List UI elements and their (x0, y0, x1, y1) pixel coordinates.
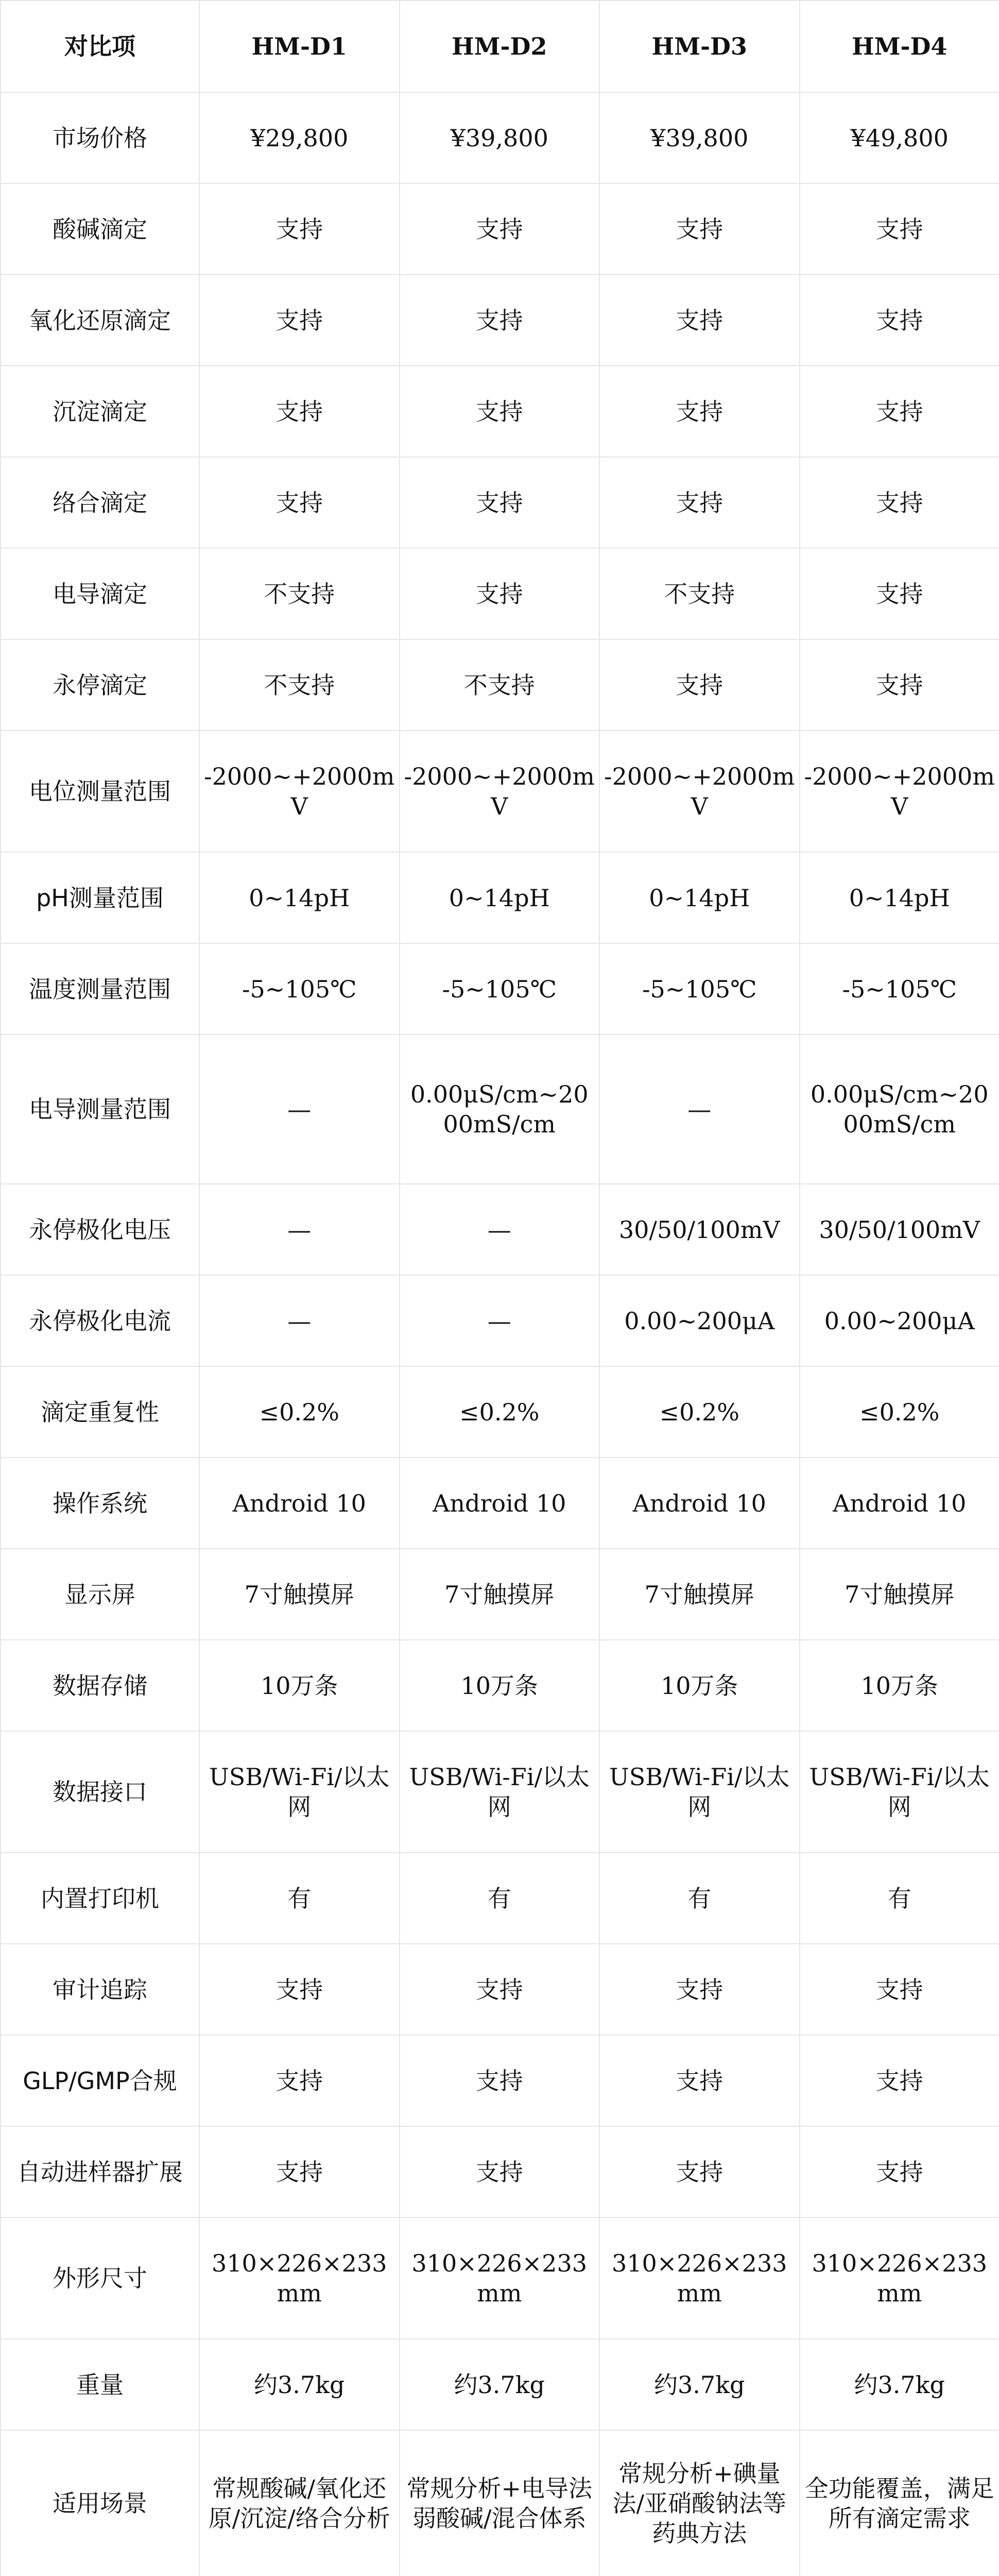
table-cell-hm-d3: 支持 (599, 366, 800, 457)
table-row (1, 183, 999, 275)
table-cell-hm-d4: 支持 (800, 457, 999, 548)
table-cell-hm-d4: 支持 (800, 2126, 999, 2217)
table-cell-hm-d1: 约3.7kg (199, 2339, 400, 2430)
table-cell-hm-d1: 支持 (199, 2035, 400, 2126)
row-label: 数据存储 (1, 1640, 199, 1731)
table-cell-hm-d4: 支持 (800, 639, 999, 731)
table-cell-hm-d4: 有 (800, 1853, 999, 1944)
table-row (1, 1731, 999, 1853)
table-cell-hm-d1: Android 10 (199, 1458, 400, 1549)
table-cell-hm-d1: — (199, 1184, 400, 1275)
table-row (1, 2217, 999, 2339)
table-cell-hm-d2: 支持 (400, 457, 600, 548)
row-label: pH测量范围 (1, 852, 199, 943)
table-row (1, 1184, 999, 1275)
table-cell-hm-d4: 0~14pH (800, 852, 999, 943)
row-label: 永停极化电流 (1, 1275, 199, 1366)
header-cell-hm-d2: HM-D2 (400, 1, 600, 92)
header-cell-hm-d3: HM-D3 (599, 1, 800, 92)
table-cell-hm-d4: 0.00μS/cm~2000mS/cm (800, 1035, 999, 1184)
row-label: 审计追踪 (1, 1944, 199, 2035)
row-label: 永停极化电压 (1, 1184, 199, 1275)
table-row (1, 2430, 999, 2576)
table-cell-hm-d3: 0.00~200μA (599, 1275, 800, 1366)
row-label: 氧化还原滴定 (1, 275, 199, 366)
table-cell-hm-d2: USB/Wi-Fi/以太网 (400, 1731, 600, 1853)
header-cell-item: 对比项 (1, 1, 199, 92)
row-label: 滴定重复性 (1, 1366, 199, 1458)
table-row (1, 943, 999, 1035)
table-row (1, 1458, 999, 1549)
table-row (1, 275, 999, 366)
table-row (1, 1549, 999, 1640)
table-row (1, 1366, 999, 1458)
table-cell-hm-d4: 支持 (800, 183, 999, 275)
table-cell-hm-d4: ≤0.2% (800, 1366, 999, 1458)
table-cell-hm-d4: Android 10 (800, 1458, 999, 1549)
table-cell-hm-d3: ¥39,800 (599, 92, 800, 183)
table-cell-hm-d1: ≤0.2% (199, 1366, 400, 1458)
table-cell-hm-d2: — (400, 1275, 600, 1366)
table-cell-hm-d3: ≤0.2% (599, 1366, 800, 1458)
row-label: 永停滴定 (1, 639, 199, 731)
row-label: 内置打印机 (1, 1853, 199, 1944)
table-cell-hm-d4: 7寸触摸屏 (800, 1549, 999, 1640)
table-cell-hm-d1: — (199, 1275, 400, 1366)
table-cell-hm-d2: 支持 (400, 2126, 600, 2217)
table-row (1, 1640, 999, 1731)
table-cell-hm-d1: ¥29,800 (199, 92, 400, 183)
table-row (1, 1853, 999, 1944)
row-label: 操作系统 (1, 1458, 199, 1549)
table-cell-hm-d1: 支持 (199, 457, 400, 548)
table-cell-hm-d3: 支持 (599, 2035, 800, 2126)
table-cell-hm-d1: 支持 (199, 366, 400, 457)
row-label: 温度测量范围 (1, 943, 199, 1035)
table-cell-hm-d4: 支持 (800, 1944, 999, 2035)
row-label: 电导滴定 (1, 548, 199, 639)
table-cell-hm-d2: 0.00μS/cm~2000mS/cm (400, 1035, 600, 1184)
table-cell-hm-d4: -2000~+2000mV (800, 731, 999, 852)
table-cell-hm-d2: 常规分析+电导法弱酸碱/混合体系 (400, 2430, 600, 2576)
table-cell-hm-d3: 支持 (599, 2126, 800, 2217)
table-cell-hm-d4: 310×226×233mm (800, 2217, 999, 2339)
table-row (1, 1944, 999, 2035)
table-cell-hm-d2: Android 10 (400, 1458, 600, 1549)
table-cell-hm-d2: 约3.7kg (400, 2339, 600, 2430)
row-label: 自动进样器扩展 (1, 2126, 199, 2217)
table-cell-hm-d3: 支持 (599, 183, 800, 275)
table-cell-hm-d3: USB/Wi-Fi/以太网 (599, 1731, 800, 1853)
row-label: 络合滴定 (1, 457, 199, 548)
table-row (1, 457, 999, 548)
table-cell-hm-d2: -5~105℃ (400, 943, 600, 1035)
row-label: 外形尺寸 (1, 2217, 199, 2339)
table-cell-hm-d2: 310×226×233mm (400, 2217, 600, 2339)
table-row (1, 1275, 999, 1366)
table-row (1, 852, 999, 943)
table-cell-hm-d3: Android 10 (599, 1458, 800, 1549)
row-label: 重量 (1, 2339, 199, 2430)
table-cell-hm-d1: 10万条 (199, 1640, 400, 1731)
table-cell-hm-d2: 0~14pH (400, 852, 600, 943)
table-cell-hm-d2: 有 (400, 1853, 600, 1944)
table-cell-hm-d1: 支持 (199, 275, 400, 366)
table-row (1, 92, 999, 183)
table-cell-hm-d4: 支持 (800, 275, 999, 366)
table-cell-hm-d2: — (400, 1184, 600, 1275)
table-cell-hm-d3: 约3.7kg (599, 2339, 800, 2430)
table-row (1, 548, 999, 639)
table-cell-hm-d1: — (199, 1035, 400, 1184)
table-cell-hm-d3: -5~105℃ (599, 943, 800, 1035)
table-cell-hm-d4: 30/50/100mV (800, 1184, 999, 1275)
table-cell-hm-d1: -2000~+2000mV (199, 731, 400, 852)
row-label: 市场价格 (1, 92, 199, 183)
table-row (1, 2339, 999, 2430)
table-cell-hm-d1: 支持 (199, 1944, 400, 2035)
table-cell-hm-d1: USB/Wi-Fi/以太网 (199, 1731, 400, 1853)
table-cell-hm-d2: 支持 (400, 548, 600, 639)
table-cell-hm-d3: 30/50/100mV (599, 1184, 800, 1275)
table-cell-hm-d2: 支持 (400, 275, 600, 366)
table-cell-hm-d2: -2000~+2000mV (400, 731, 600, 852)
table-cell-hm-d4: 支持 (800, 2035, 999, 2126)
table-cell-hm-d1: 不支持 (199, 548, 400, 639)
row-label: 显示屏 (1, 1549, 199, 1640)
table-cell-hm-d1: 310×226×233mm (199, 2217, 400, 2339)
table-cell-hm-d2: ≤0.2% (400, 1366, 600, 1458)
table-cell-hm-d1: 7寸触摸屏 (199, 1549, 400, 1640)
table-cell-hm-d3: 支持 (599, 639, 800, 731)
table-cell-hm-d3: 0~14pH (599, 852, 800, 943)
table-cell-hm-d4: USB/Wi-Fi/以太网 (800, 1731, 999, 1853)
row-label: 数据接口 (1, 1731, 199, 1853)
table-cell-hm-d4: -5~105℃ (800, 943, 999, 1035)
table-cell-hm-d1: 支持 (199, 2126, 400, 2217)
header-cell-hm-d1: HM-D1 (199, 1, 400, 92)
row-label: 沉淀滴定 (1, 366, 199, 457)
table-cell-hm-d3: 常规分析+碘量法/亚硝酸钠法等药典方法 (599, 2430, 800, 2576)
table-cell-hm-d3: 10万条 (599, 1640, 800, 1731)
table-cell-hm-d2: 支持 (400, 2035, 600, 2126)
table-cell-hm-d3: 310×226×233mm (599, 2217, 800, 2339)
table-cell-hm-d2: 7寸触摸屏 (400, 1549, 600, 1640)
table-row (1, 639, 999, 731)
table-cell-hm-d3: — (599, 1035, 800, 1184)
table-cell-hm-d1: 支持 (199, 183, 400, 275)
table-cell-hm-d2: ¥39,800 (400, 92, 600, 183)
table-cell-hm-d3: -2000~+2000mV (599, 731, 800, 852)
header-row (1, 1, 999, 92)
row-label: 电导测量范围 (1, 1035, 199, 1184)
table-body (1, 92, 999, 2576)
table-cell-hm-d2: 支持 (400, 183, 600, 275)
table-row (1, 2035, 999, 2126)
table-cell-hm-d4: 全功能覆盖，满足所有滴定需求 (800, 2430, 999, 2576)
table-cell-hm-d3: 7寸触摸屏 (599, 1549, 800, 1640)
table-cell-hm-d3: 支持 (599, 1944, 800, 2035)
row-label: 酸碱滴定 (1, 183, 199, 275)
row-label: GLP/GMP合规 (1, 2035, 199, 2126)
table-cell-hm-d1: 有 (199, 1853, 400, 1944)
table-cell-hm-d1: -5~105℃ (199, 943, 400, 1035)
table-cell-hm-d4: 0.00~200μA (800, 1275, 999, 1366)
table-cell-hm-d3: 有 (599, 1853, 800, 1944)
header-cell-hm-d4: HM-D4 (800, 1, 999, 92)
table-cell-hm-d2: 10万条 (400, 1640, 600, 1731)
table-cell-hm-d4: ¥49,800 (800, 92, 999, 183)
table-cell-hm-d4: 支持 (800, 548, 999, 639)
table-row (1, 2126, 999, 2217)
table-cell-hm-d2: 不支持 (400, 639, 600, 731)
table-cell-hm-d2: 支持 (400, 366, 600, 457)
table-cell-hm-d3: 不支持 (599, 548, 800, 639)
table-cell-hm-d3: 支持 (599, 275, 800, 366)
table-cell-hm-d3: 支持 (599, 457, 800, 548)
table-row (1, 1035, 999, 1184)
table-cell-hm-d1: 0~14pH (199, 852, 400, 943)
table-cell-hm-d2: 支持 (400, 1944, 600, 2035)
table-row (1, 366, 999, 457)
table-cell-hm-d4: 约3.7kg (800, 2339, 999, 2430)
table-cell-hm-d4: 支持 (800, 366, 999, 457)
row-label: 适用场景 (1, 2430, 199, 2576)
table-cell-hm-d1: 常规酸碱/氧化还原/沉淀/络合分析 (199, 2430, 400, 2576)
table-cell-hm-d1: 不支持 (199, 639, 400, 731)
row-label: 电位测量范围 (1, 731, 199, 852)
table-cell-hm-d4: 10万条 (800, 1640, 999, 1731)
table-row (1, 731, 999, 852)
